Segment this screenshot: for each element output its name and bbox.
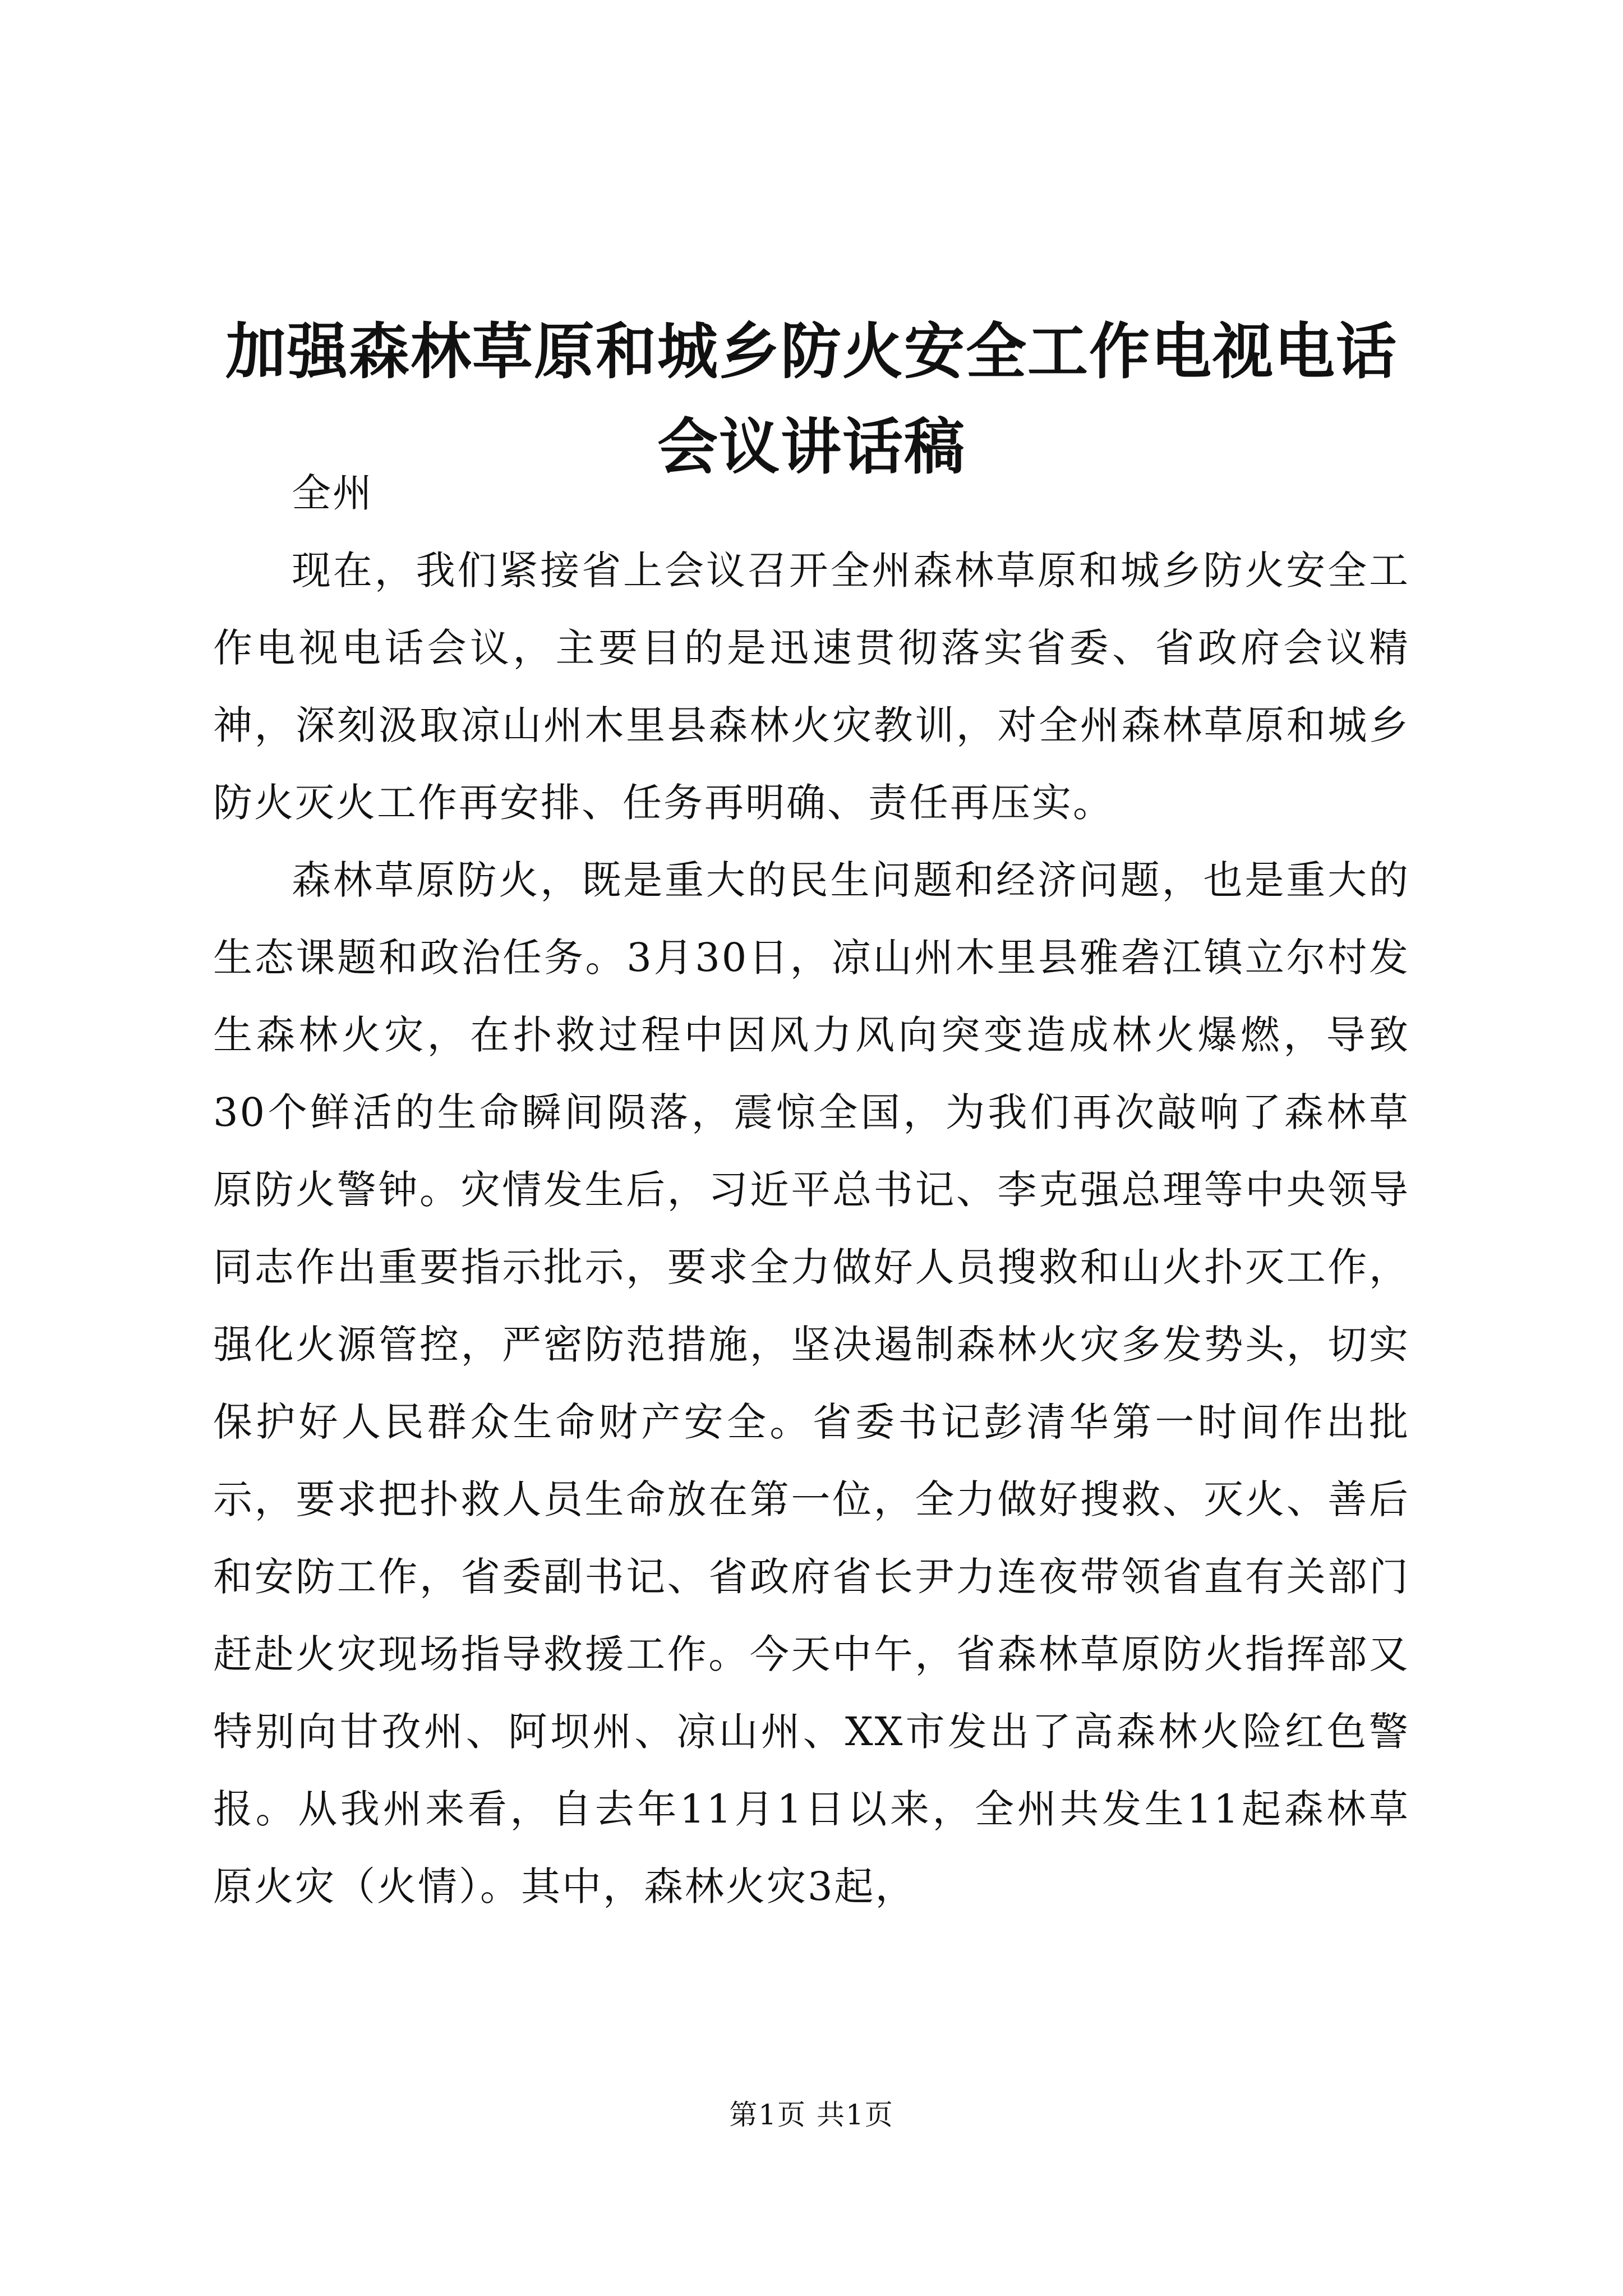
document-title: 加强森林草原和城乡防火安全工作电视电话会议讲话稿 — [225, 316, 1398, 483]
document-body — [213, 454, 1410, 1925]
page-number: 第1页 共1页 — [729, 2099, 894, 2131]
paragraph-1: 现在，我们紧接省上会议召开全州森林草原和城乡防火安全工作电视电话会议，主要目的是迅速贯彻落实省委、省政府会议精神，深刻汲取凉山州木里县森林火灾教训，对全州森林草原和城乡防火灭火工作再安排、任务再明确、责任再压实。 — [213, 547, 1410, 826]
paragraph-2: 森林草原防火，既是重大的民生问题和经济问题，也是重大的生态课题和政治任务。3月30日，凉山州木里县雅砻江镇立尔村发生森林火灾，在扑救过程中因风力风向突变造成林火爆燃，导致30个鲜活的生命瞬间陨落，震惊全国，为我们再次敲响了森林草原防火警钟。灾情发生后，习近平总书记、李克强总理等中央领导同志作出重要指示批示，要求全力做好人员搜救和山火扑灭工作，强化火源管控，严密防范措施，坚决遏制森林火灾多发势头，切实保护好人民群众生命财产安全。省委书记彭清华第一时间作出批示，要求把扑救人员生命放在第一位，全力做好搜救、灭火、善后和安防工作，省委副书记、省政府省长尹力连夜带领省直有关部门赶赴火灾现场指导救援工作。今天中午，省森林草原防火指挥部又特别向甘孜州、阿坝州、凉山州、XX市发出了高森林火险红色警报。从我州来看，自去年11月1日以来，全州共发生11起森林草原火灾（火情）。其中，森林火灾3起， — [213, 857, 1410, 1910]
salutation: 全州 — [292, 470, 374, 516]
